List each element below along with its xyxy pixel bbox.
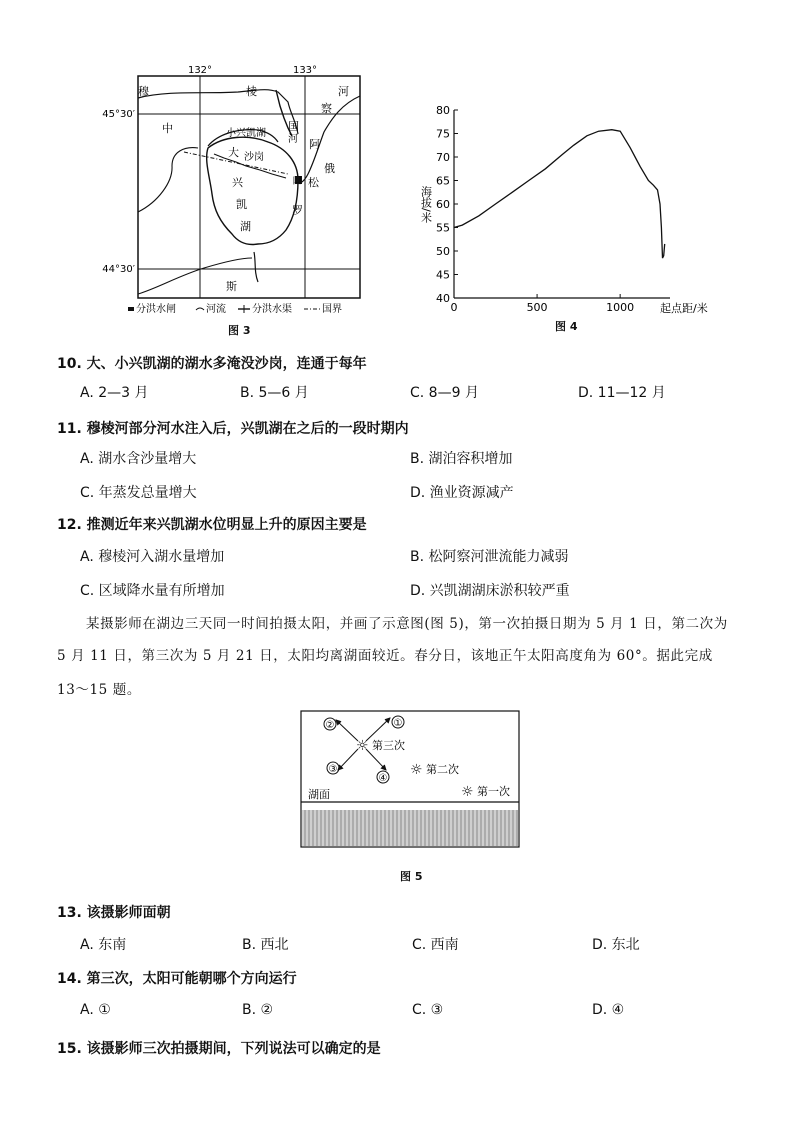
y-tick-label: 80	[436, 104, 450, 117]
q13-option-c: C. 西南	[412, 937, 459, 953]
label-guo: 国	[288, 120, 299, 133]
arrow-2-label: ②	[325, 720, 335, 731]
chart-axes	[454, 110, 670, 298]
y-tick-label: 50	[436, 245, 450, 258]
y-axis-label: 海拔/米	[419, 186, 433, 223]
question-10-stem: 10. 大、小兴凯湖的湖水多淹没沙岗，连通于每年	[57, 356, 367, 372]
label-hu: 湖	[240, 220, 251, 233]
arrow-3-label: ③	[328, 764, 338, 775]
label-kou: 口	[292, 176, 302, 187]
q14-option-a: A. ①	[80, 1002, 111, 1018]
x-tick-label: 1000	[606, 301, 635, 314]
y-tick-label: 55	[436, 221, 450, 235]
q10-option-d: D. 11—12 月	[578, 385, 666, 401]
lat-label-45-30: 45°30′	[102, 109, 135, 120]
passage-line-2: 5 月 11 日，第三次为 5 月 21 日，太阳均离湖面较近。春分日，该地正午太阳高度角为 60°。据此完成	[57, 648, 713, 664]
label-cha: 察	[321, 102, 332, 115]
label-mu: 穆	[138, 85, 149, 98]
figure-5-caption: 图 5	[400, 870, 423, 883]
label-da: 大	[228, 146, 239, 159]
question-15-stem: 15. 该摄影师三次拍摄期间，下列说法可以确定的是	[57, 1041, 381, 1057]
y-tick-label: 75	[436, 127, 450, 141]
legend-canal: 分洪水渠	[252, 304, 292, 315]
q12-option-b: B. 松阿察河泄流能力减弱	[410, 549, 569, 565]
lon-label-132: 132°	[187, 65, 213, 76]
x-axis-label: 起点距/米	[660, 302, 708, 315]
legend-river-symbol	[196, 308, 204, 310]
q11-option-d: D. 渔业资源减产	[410, 485, 514, 501]
sun-third-label: 第三次	[372, 739, 405, 752]
label-xiaoxingkai: 小兴凯湖	[226, 128, 266, 139]
y-tick-label: 65	[436, 174, 450, 188]
sun-second-label: 第二次	[426, 763, 459, 776]
q13-option-d: D. 东北	[592, 937, 640, 953]
lon-label-133: 133°	[292, 65, 318, 76]
q14-option-b: B. ②	[242, 1002, 274, 1018]
label-shagang: 沙岗	[244, 152, 264, 163]
shore-texture	[302, 810, 518, 846]
label-a: 阿	[309, 138, 320, 151]
chart-ticks	[436, 104, 634, 314]
lake-surface-label: 湖面	[308, 788, 330, 801]
label-he: 河	[338, 85, 349, 98]
y-tick-label: 45	[436, 268, 450, 282]
label-si: 斯	[226, 280, 237, 293]
question-13-stem: 13. 该摄影师面朝	[57, 905, 171, 921]
figure-5-diagram	[300, 710, 522, 850]
sun-icon-third: ☼	[356, 738, 369, 754]
q13-option-b: B. 西北	[242, 937, 289, 953]
label-he2: 河	[288, 134, 298, 145]
sun-icon-first: ☼	[461, 784, 474, 800]
q11-option-b: B. 湖泊容积增加	[410, 451, 513, 467]
label-kai: 凯	[236, 198, 247, 211]
arrow-4-label: ④	[378, 773, 388, 784]
y-tick-label: 70	[436, 151, 450, 164]
q10-option-b: B. 5—6 月	[240, 385, 309, 401]
legend-river: 河流	[206, 304, 226, 315]
x-tick-label: 0	[450, 301, 458, 314]
q12-option-c: C. 区域降水量有所增加	[80, 583, 225, 599]
figure-4-caption: 图 4	[555, 320, 578, 333]
legend-gate-symbol	[128, 307, 134, 311]
sun-first-label: 第一次	[477, 785, 510, 798]
lat-label-44-30: 44°30′	[102, 264, 135, 275]
y-tick-label: 60	[436, 198, 450, 211]
q12-option-d: D. 兴凯湖湖床淤积较严重	[410, 583, 570, 599]
figure-3-caption: 图 3	[228, 324, 251, 337]
q11-option-c: C. 年蒸发总量增大	[80, 485, 197, 501]
q11-option-a: A. 湖水含沙量增大	[80, 451, 197, 467]
label-luo: 罗	[292, 204, 303, 217]
label-xing: 兴	[232, 176, 243, 189]
y-tick-label: 40	[436, 292, 450, 305]
label-song: 松	[308, 176, 319, 189]
q13-option-a: A. 东南	[80, 937, 127, 953]
question-14-stem: 14. 第三次，太阳可能朝哪个方向运行	[57, 971, 297, 987]
sun-icon-second: ☼	[410, 762, 423, 778]
arrow-1-label: ①	[393, 718, 403, 729]
question-11-stem: 11. 穆棱河部分河水注入后，兴凯湖在之后的一段时期内	[57, 421, 409, 437]
x-tick-label: 500	[526, 301, 548, 314]
legend-border: 国界	[322, 304, 342, 315]
label-e: 俄	[324, 162, 335, 175]
question-12-stem: 12. 推测近年来兴凯湖水位明显上升的原因主要是	[57, 517, 367, 533]
q10-option-a: A. 2—3 月	[80, 385, 149, 401]
q12-option-a: A. 穆棱河入湖水量增加	[80, 549, 225, 565]
figure-4-chart	[412, 100, 722, 320]
q10-option-c: C. 8—9 月	[410, 385, 479, 401]
passage-line-1: 某摄影师在湖边三天同一时间拍摄太阳，并画了示意图(图 5)，第一次拍摄日期为 5 月 1 日，第二次为	[86, 616, 728, 632]
elevation-profile-line	[454, 130, 665, 258]
river-south	[254, 252, 258, 282]
q14-option-d: D. ④	[592, 1002, 625, 1018]
legend-gate: 分洪水闸	[136, 304, 176, 315]
border-line	[138, 148, 286, 294]
passage-line-3: 13～15 题。	[57, 682, 141, 698]
label-zhong: 中	[162, 122, 173, 135]
label-leng: 棱	[246, 85, 257, 98]
figure-3-map	[102, 62, 400, 322]
q14-option-c: C. ③	[412, 1002, 444, 1018]
